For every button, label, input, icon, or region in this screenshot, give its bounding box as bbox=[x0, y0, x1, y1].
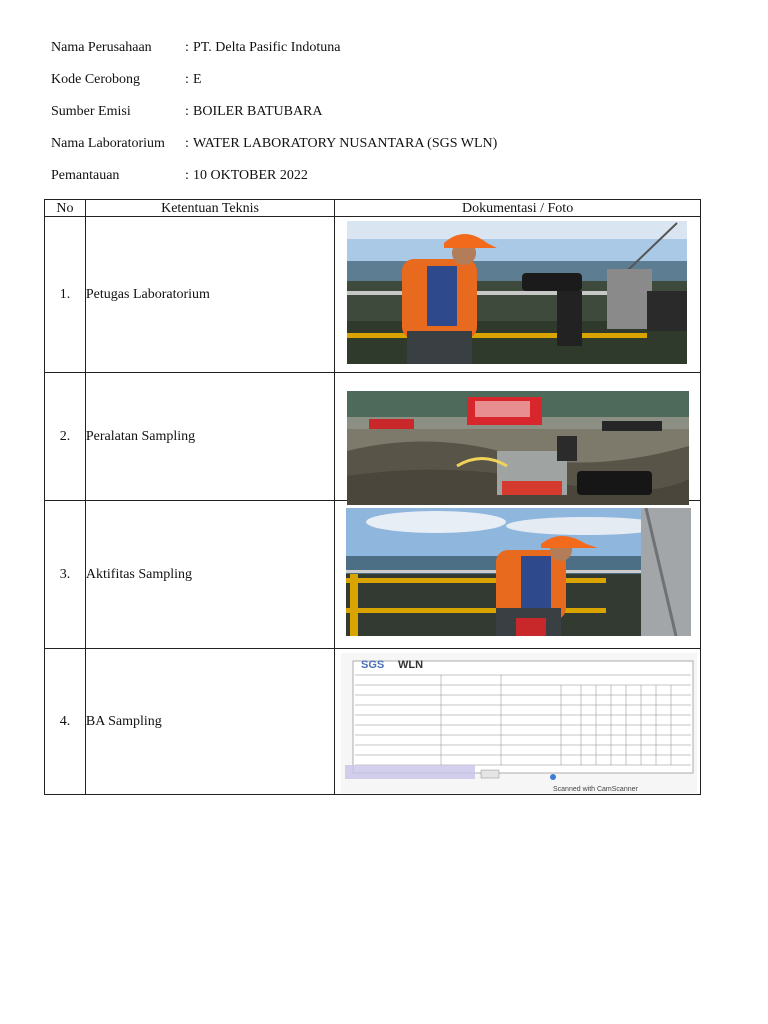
table-row bbox=[45, 501, 701, 649]
row-photo-cell bbox=[335, 501, 701, 649]
header-info bbox=[51, 38, 731, 198]
documentation-table bbox=[44, 199, 701, 795]
info-row-monitoring-date bbox=[51, 166, 731, 198]
row-ketentuan: Petugas Laboratorium bbox=[85, 217, 334, 373]
row-number: 1. bbox=[45, 217, 86, 373]
photo-ba-sampling-scan bbox=[341, 653, 697, 793]
row-number: 3. bbox=[45, 501, 86, 649]
scan-logo-wln: WLN bbox=[398, 659, 424, 671]
row-number: 4. bbox=[45, 649, 86, 795]
photo-peralatan-sampling bbox=[347, 391, 689, 505]
info-row-emission-source bbox=[51, 102, 731, 134]
info-value: BOILER BATUBARA bbox=[193, 104, 323, 119]
row-ketentuan: Peralatan Sampling bbox=[85, 373, 334, 501]
info-row-stack-code bbox=[51, 70, 731, 102]
info-row-company bbox=[51, 38, 731, 70]
header-dokumentasi-foto: Dokumentasi / Foto bbox=[335, 200, 701, 217]
info-value: PT. Delta Pasific Indotuna bbox=[193, 40, 341, 55]
info-colon: : bbox=[185, 136, 189, 151]
row-number: 2. bbox=[45, 373, 86, 501]
header-ketentuan-teknis: Ketentuan Teknis bbox=[85, 200, 334, 217]
scan-logo-sgs: SGS bbox=[361, 659, 385, 671]
row-ketentuan: Aktifitas Sampling bbox=[85, 501, 334, 649]
table-row bbox=[45, 373, 701, 501]
info-label: Pemantauan bbox=[51, 168, 120, 183]
row-photo-cell bbox=[335, 649, 701, 795]
info-value: E bbox=[193, 72, 202, 87]
photo-petugas-laboratorium bbox=[347, 221, 687, 364]
row-photo-cell bbox=[335, 373, 701, 501]
row-ketentuan: BA Sampling bbox=[85, 649, 334, 795]
scan-camscanner-footer: Scanned with CamScanner bbox=[553, 786, 638, 793]
row-photo-cell bbox=[335, 217, 701, 373]
header-no: No bbox=[45, 200, 86, 217]
info-label: Nama Laboratorium bbox=[51, 136, 165, 151]
info-colon: : bbox=[185, 40, 189, 55]
info-value: WATER LABORATORY NUSANTARA (SGS WLN) bbox=[193, 136, 498, 151]
info-colon: : bbox=[185, 168, 189, 183]
info-label: Sumber Emisi bbox=[51, 104, 131, 119]
photo-aktifitas-sampling bbox=[346, 508, 691, 636]
table-row bbox=[45, 649, 701, 795]
info-row-laboratory bbox=[51, 134, 731, 166]
info-label: Kode Cerobong bbox=[51, 72, 141, 87]
info-value: 10 OKTOBER 2022 bbox=[193, 168, 308, 183]
table-header-row bbox=[45, 200, 701, 217]
table-row bbox=[45, 217, 701, 373]
info-colon: : bbox=[185, 72, 189, 87]
info-colon: : bbox=[185, 104, 189, 119]
info-label: Nama Perusahaan bbox=[51, 40, 152, 55]
